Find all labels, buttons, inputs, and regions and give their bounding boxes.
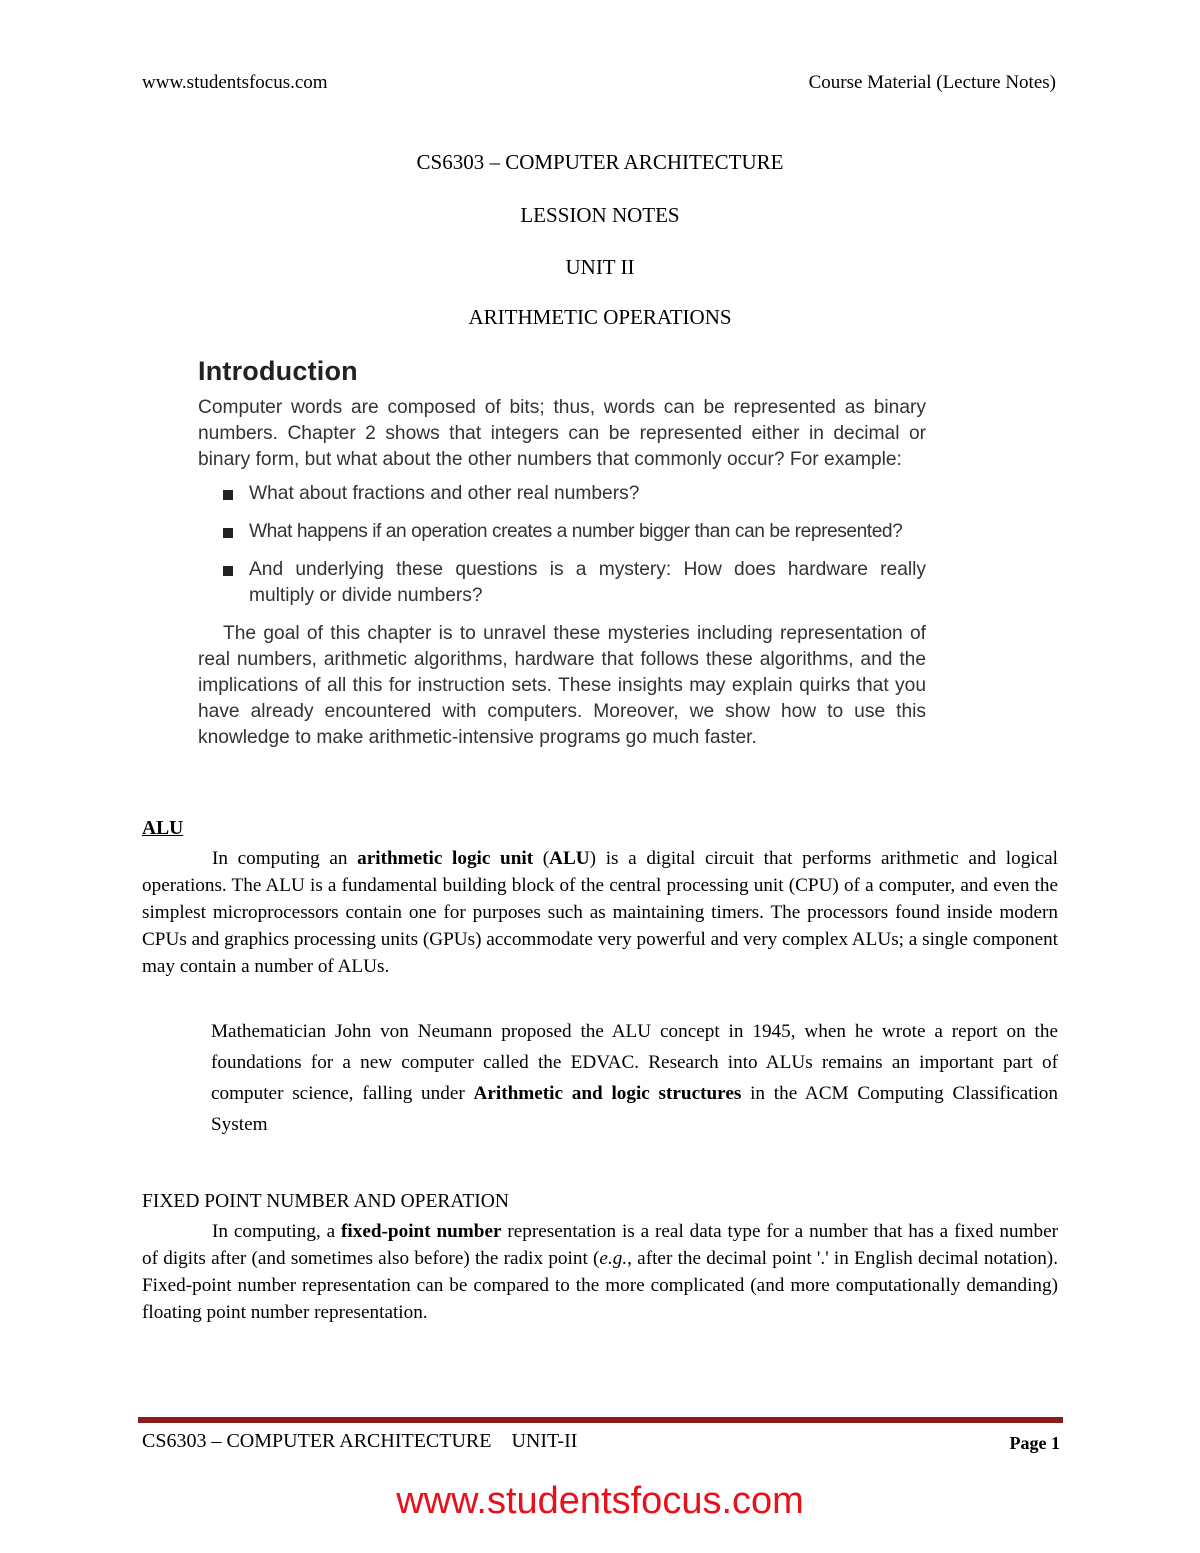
bullet-text: What happens if an operation creates a number bigger than can be represented?: [249, 521, 903, 542]
alu-history-paragraph: Mathematician John von Neumann proposed the ALU concept in 1945, when he wrote a report on the foundations for a new computer called the EDVAC. Research into ALUs remains an important part of computer science, falling under Arithmetic and logic structures in the ACM Computing Classification System: [211, 1021, 1058, 1135]
footer-course-unit: CS6303 – COMPUTER ARCHITECTURE UNIT-II: [142, 1430, 578, 1452]
page-number: Page 1: [1009, 1433, 1060, 1453]
square-bullet-icon: [223, 528, 233, 538]
topic-title: ARITHMETIC OPERATIONS: [468, 305, 732, 329]
introduction-excerpt: [198, 356, 926, 751]
bullet-text: And underlying these questions is a mystery: How does hardware really multiply or divide numbers?: [249, 559, 926, 606]
list-item: [198, 481, 926, 507]
square-bullet-icon: [223, 490, 233, 500]
footer-watermark-url[interactable]: www.studentsfocus.com: [396, 1480, 804, 1522]
square-bullet-icon: [223, 566, 233, 576]
fixed-point-heading: FIXED POINT NUMBER AND OPERATION: [142, 1191, 509, 1212]
header-site-url: www.studentsfocus.com: [142, 72, 328, 93]
fixed-point-paragraph: In computing, a fixed-point number representation is a real data type for a number that has a fixed number of digits after (and sometimes also before) the radix point (e.g., after the decimal point '.' in English decimal notation). Fixed-point number representation can be compared to the more complicated (and more computationally demanding) floating point number representation.: [142, 1221, 1059, 1323]
list-item: [198, 557, 926, 609]
course-title: CS6303 – COMPUTER ARCHITECTURE: [416, 150, 784, 174]
introduction-heading: Introduction: [198, 356, 358, 386]
introduction-goal-paragraph: The goal of this chapter is to unravel these mysteries including representation of real numbers, arithmetic algorithms, hardware that follows these algorithms, and the implications of all this for instruction sets. These insights may explain quirks that you have already encountered with computers. Moreover, we show how to use this knowledge to make arithmetic-intensive programs go much faster.: [198, 623, 926, 748]
alu-paragraph: In computing an arithmetic logic unit (ALU) is a digital circuit that performs arithmetic and logical operations. The ALU is a fundamental building block of the central processing unit (CPU) of a computer, and even the simplest microprocessors contain one for purposes such as maintaining timers. The processors found inside modern CPUs and graphics processing units (GPUs) accommodate very powerful and very complex ALUs; a single component may contain a number of ALUs.: [142, 848, 1059, 977]
notes-title: LESSION NOTES: [520, 203, 680, 227]
introduction-paragraph: Computer words are composed of bits; thus, words can be represented as binary numbers. Chapter 2 shows that integers can be represented either in decimal or binary form, but what about the other numbers that commonly occur? For example:: [198, 397, 926, 470]
header-course-material: Course Material (Lecture Notes): [808, 72, 1056, 93]
introduction-bullet-list: [198, 481, 926, 609]
footer-divider: [138, 1417, 1063, 1423]
alu-heading: ALU: [142, 818, 184, 839]
list-item: [198, 519, 926, 545]
bullet-text: What about fractions and other real numbers?: [249, 483, 640, 504]
unit-title: UNIT II: [565, 255, 635, 279]
